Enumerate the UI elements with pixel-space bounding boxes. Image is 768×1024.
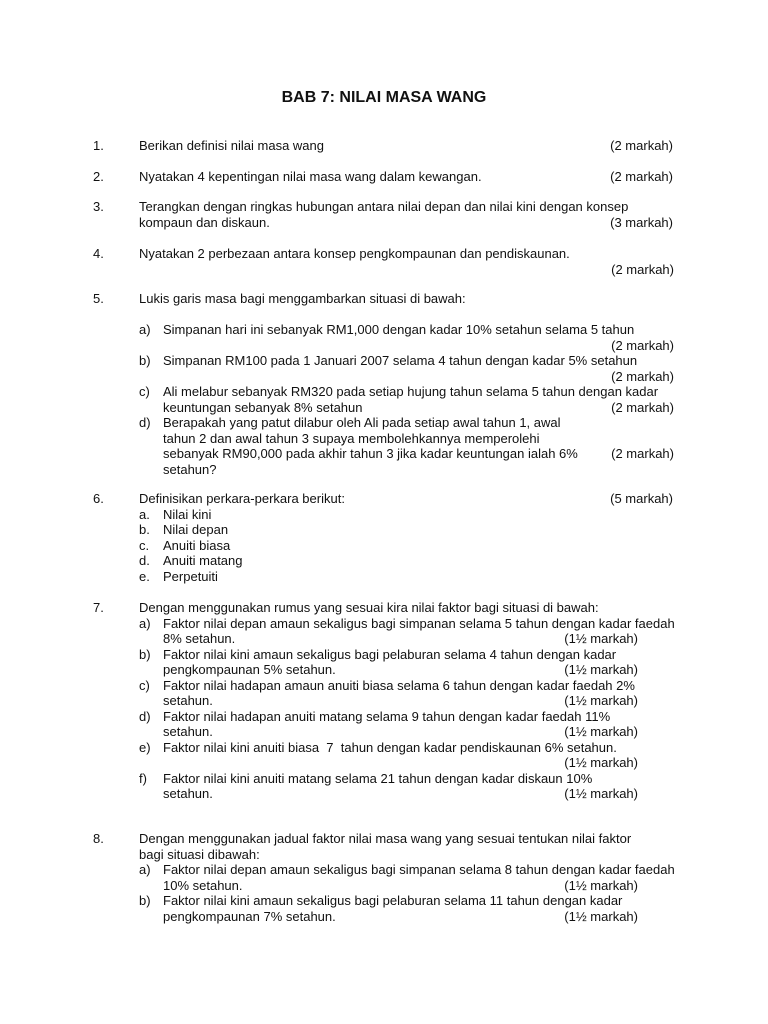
sub-question-7e — [139, 740, 679, 771]
sub-question-text: Simpanan hari ini sebanyak RM1,000 dengan kadar 10% setahun selama 5 tahun — [163, 322, 635, 337]
sub-question-label: a) — [139, 322, 151, 337]
question-text: Berikan definisi nilai masa wang — [139, 138, 324, 153]
sub-question-5d — [139, 415, 679, 477]
question-text: Dengan menggunakan rumus yang sesuai kira nilai faktor bagi situasi di bawah: — [139, 600, 599, 615]
sub-question-text: Faktor nilai kini amaun sekaligus bagi pelaburan selama 4 tahun dengan kadar pengkompaunan 5% setahun. — [163, 646, 617, 677]
sub-question-label: b) — [139, 893, 151, 908]
question-text: Definisikan perkara-perkara berikut: — [139, 491, 345, 506]
list-item-label: e. — [139, 568, 150, 584]
sub-question-mark: (2 markah) — [611, 446, 674, 461]
question-mark: (2 markah) — [610, 138, 673, 153]
sub-question-mark: (1½ markah) — [564, 786, 638, 801]
list-item-text: Nilai kini — [163, 506, 212, 522]
sub-question-text: Faktor nilai kini anuiti matang selama 21 tahun dengan kadar diskaun 10% setahun. — [163, 770, 593, 801]
sub-question-mark: (1½ markah) — [564, 755, 638, 770]
question-text: Nyatakan 4 kepentingan nilai masa wang dalam kewangan. — [139, 169, 482, 184]
sub-question-5b — [139, 353, 679, 384]
question-mark: (2 markah) — [610, 169, 673, 184]
sub-question-label: b) — [139, 353, 151, 368]
sub-question-label: f) — [139, 770, 147, 786]
question-mark: (2 markah) — [611, 261, 674, 277]
sub-question-mark: (1½ markah) — [564, 724, 638, 739]
list-item — [139, 553, 243, 569]
sub-question-text: Faktor nilai depan amaun sekaligus bagi simpanan selama 8 tahun dengan kadar faedah 10% setahun. — [163, 862, 675, 893]
sub-question-7f — [139, 771, 679, 802]
list-item-text: Perpetuiti — [163, 568, 218, 584]
question-text: Terangkan dengan ringkas hubungan antara nilai depan dan nilai kini dengan konsep kompaun dan diskaun. — [139, 199, 629, 230]
sub-question-label: d) — [139, 708, 151, 724]
list-item — [139, 569, 243, 585]
sub-question-label: c) — [139, 384, 150, 399]
sub-question-mark: (1½ markah) — [564, 908, 638, 924]
list-item-label: d. — [139, 553, 150, 568]
question-number: 4. — [93, 246, 104, 261]
sub-question-label: c) — [139, 677, 150, 693]
sub-question-mark: (2 markah) — [611, 337, 674, 353]
question-mark: (3 markah) — [610, 214, 673, 230]
list-item-label: b. — [139, 522, 150, 537]
question-number: 5. — [93, 291, 104, 306]
page-title: BAB 7: NILAI MASA WANG — [281, 89, 487, 106]
question-number: 1. — [93, 138, 104, 153]
sub-question-8b — [139, 893, 679, 924]
definition-list — [139, 507, 243, 585]
sub-question-mark: (2 markah) — [611, 368, 674, 384]
sub-question-label: b) — [139, 646, 151, 662]
question-number: 3. — [93, 199, 104, 214]
list-item — [139, 522, 243, 538]
list-item — [139, 507, 243, 523]
sub-question-7d — [139, 709, 679, 740]
question-mark: (5 markah) — [610, 491, 673, 506]
sub-question-label: a) — [139, 862, 151, 877]
sub-question-7b — [139, 647, 679, 678]
sub-question-text: Berapakah yang patut dilabur oleh Ali pada setiap awal tahun 1, awal tahun 2 dan awal tahun 3 supaya membolehkannya memperolehi sebanyak RM90,000 pada akhir tahun 3 jika kadar keuntungan ialah 6% setahun? — [163, 415, 578, 477]
question-text: Dengan menggunakan jadual faktor nilai masa wang yang sesuai tentukan nilai faktor bagi situasi dibawah: — [139, 831, 632, 862]
question-number: 7. — [93, 600, 104, 615]
sub-question-label: a) — [139, 615, 151, 631]
sub-question-text: Faktor nilai kini amaun sekaligus bagi pelaburan selama 11 tahun dengan kadar pengkompaunan 7% setahun. — [163, 893, 623, 924]
list-item-label: c. — [139, 537, 150, 553]
sub-question-mark: (1½ markah) — [564, 877, 638, 893]
question-text: Lukis garis masa bagi menggambarkan situasi di bawah: — [139, 291, 466, 306]
sub-question-text: Simpanan RM100 pada 1 Januari 2007 selama 4 tahun dengan kadar 5% setahun — [163, 353, 638, 368]
sub-question-text: Faktor nilai hadapan amaun anuiti biasa selama 6 tahun dengan kadar faedah 2% setahun. — [163, 677, 635, 708]
sub-question-text: Faktor nilai hadapan anuiti matang selama 9 tahun dengan kadar faedah 11% setahun. — [163, 708, 611, 739]
question-number: 2. — [93, 169, 104, 184]
sub-question-mark: (2 markah) — [611, 399, 674, 415]
sub-question-mark: (1½ markah) — [564, 631, 638, 646]
sub-question-text: Faktor nilai kini anuiti biasa 7 tahun dengan kadar pendiskaunan 6% setahun. — [163, 739, 617, 755]
list-item-label: a. — [139, 506, 150, 522]
question-number: 6. — [93, 491, 104, 506]
sub-question-7a — [139, 616, 679, 647]
sub-question-text: Faktor nilai depan amaun sekaligus bagi simpanan selama 5 tahun dengan kadar faedah 8% setahun. — [163, 615, 675, 646]
sub-question-7c — [139, 678, 679, 709]
sub-question-text: Ali melabur sebanyak RM320 pada setiap hujung tahun selama 5 tahun dengan kadar keuntungan sebanyak 8% setahun — [163, 384, 659, 415]
question-number: 8. — [93, 831, 104, 846]
sub-question-mark: (1½ markah) — [564, 662, 638, 677]
question-text: Nyatakan 2 perbezaan antara konsep pengkompaunan dan pendiskaunan. — [139, 246, 570, 261]
list-item-text: Anuiti biasa — [163, 537, 231, 553]
list-item-text: Anuiti matang — [163, 553, 243, 568]
sub-question-5c — [139, 384, 679, 415]
sub-question-label: e) — [139, 739, 151, 755]
sub-question-8a — [139, 862, 679, 893]
sub-question-label: d) — [139, 415, 151, 430]
sub-question-mark: (1½ markah) — [564, 693, 638, 708]
sub-question-5a — [139, 322, 679, 353]
list-item-text: Nilai depan — [163, 522, 229, 537]
list-item — [139, 538, 243, 554]
